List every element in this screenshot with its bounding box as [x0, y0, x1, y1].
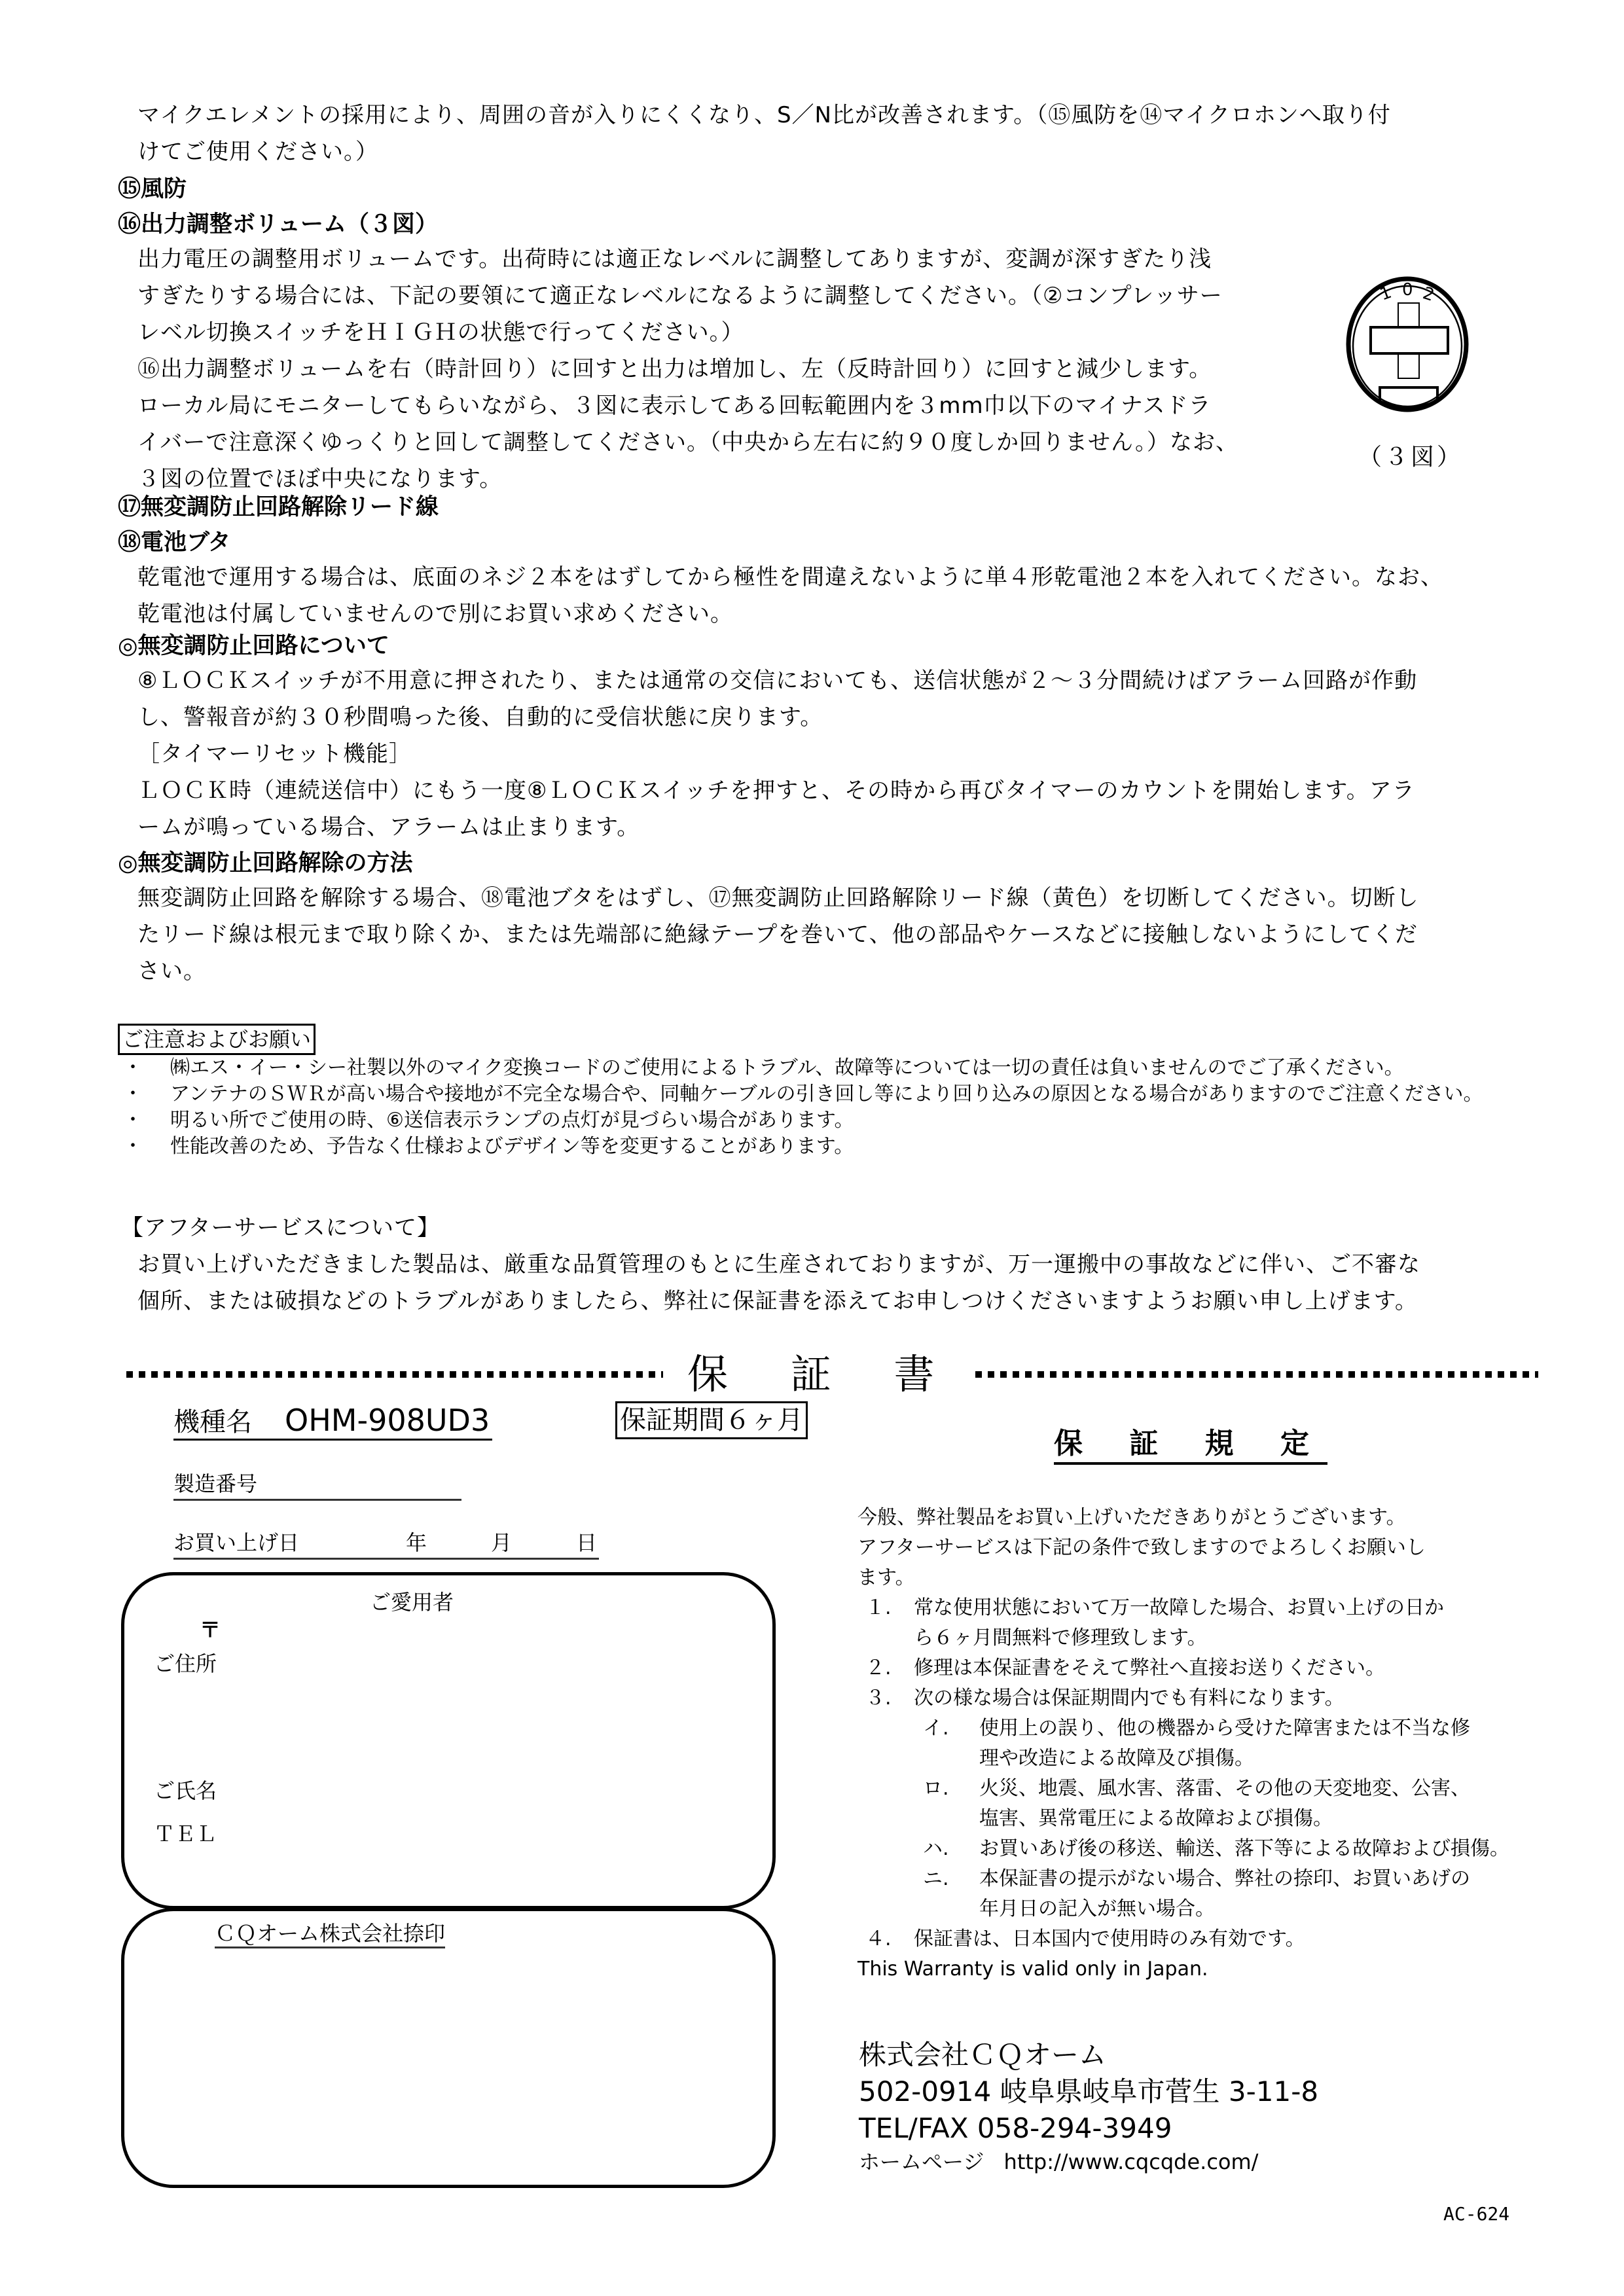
- company-stamp-box: [121, 1908, 776, 2188]
- text-line: すぎたりする場合には、下記の要領にて適正なレベルになるように調整してください。（②コンプレッサー: [137, 283, 1223, 309]
- knob-tab: [1380, 387, 1437, 401]
- user-box-title: ご愛用者: [370, 1590, 454, 1615]
- text-line: さい。: [137, 958, 206, 984]
- text-line: けてご使用ください。）: [137, 139, 378, 165]
- section-heading-windscreen: ⑮風防: [118, 176, 187, 202]
- model-field: [173, 1404, 492, 1441]
- intro-paragraph: [137, 97, 1545, 170]
- battery-paragraph: [137, 559, 1545, 632]
- homepage-link[interactable]: http://www.cqcqde.com/: [1003, 2149, 1259, 2174]
- english-notice: This Warranty is valid only in Japan.: [857, 1958, 1208, 1981]
- scale-label: 2: [1420, 283, 1437, 306]
- anti-modulation-paragraph: [137, 662, 1545, 846]
- rule-item: ４. 保証書は、日本国内で使用時のみ有効です。: [865, 1928, 1305, 1950]
- list-item: ・ 明るい所でご使用の時、⑥送信表示ランプの点灯が見づらい場合があります。: [118, 1107, 1545, 1134]
- list-item: ・ アンテナのＳＷＲが高い場合や接地が不完全な場合や、同軸ケーブルの引き回し等により回り込みの原因となる場合がありますのでご注意ください。: [118, 1081, 1545, 1107]
- text-line: お買い上げいただきました製品は、厳重な品質管理のもとに生産されておりますが、万一運搬中の事故などに伴い、ご不審な: [137, 1251, 1420, 1278]
- bullet: ・: [123, 1056, 143, 1079]
- rule-subitem: ニ. 本保証書の提示がない場合、弊社の捺印、お買いあげの 年月日の記入が無い場合。: [923, 1867, 1470, 1920]
- text-line: マイクエレメントの採用により、周囲の音が入りにくくなり、S／N比が改善されます。（⑮風防を⑭マイクロホンへ取り付: [137, 102, 1391, 128]
- text-line: 乾電池は付属していませんので別にお買い求めください。: [137, 601, 733, 627]
- bullet: ・: [123, 1135, 143, 1158]
- scale-label: 0: [1402, 280, 1413, 300]
- stamp-box-title: ＣＱオーム株式会社捺印: [215, 1920, 445, 1948]
- text-line: し、警報音が約３０秒間鳴った後、自動的に受信状態に戻ります。: [137, 704, 823, 730]
- warranty-rules-title: 保 証 規 定: [1054, 1426, 1327, 1465]
- warranty-title: 保 証 書: [687, 1350, 960, 1398]
- after-service-title: 【アフターサービスについて】: [121, 1215, 440, 1241]
- text-line: ⑯出力調整ボリュームを右（時計回り）に回すと出力は増加し、左（反時計回り）に回すと減少します。: [137, 356, 1212, 382]
- dotted-rule-left: [126, 1371, 663, 1378]
- purchase-date-label: お買い上げ日: [173, 1530, 300, 1555]
- release-method-paragraph: [137, 880, 1545, 990]
- company-homepage: [859, 2147, 1318, 2177]
- text-line: 乾電池で運用する場合は、底面のネジ２本をはずしてから極性を間違えないように単４形乾電池２本を入れてください。なお、: [137, 564, 1443, 590]
- purchase-date-field[interactable]: [173, 1528, 599, 1560]
- day-label: 日: [576, 1530, 598, 1555]
- rule-item: ３. 次の様な場合は保証期間内でも有料になります。: [865, 1687, 1344, 1710]
- bullet: ・: [123, 1083, 143, 1105]
- section-heading-battery-cover: ⑱電池ブタ: [118, 529, 231, 556]
- text-line: ３図の位置でほぼ中央になります。: [137, 466, 503, 492]
- text-line: 無変調防止回路を解除する場合、⑱電池ブタをはずし、⑰無変調防止回路解除リード線（黄色）を切断してください。切断し: [137, 885, 1419, 911]
- section-heading-anti-modulation: ◎無変調防止回路について: [118, 633, 389, 659]
- list-item: ・ 性能改善のため、予告なく仕様およびデザイン等を変更することがあります。: [118, 1134, 1545, 1160]
- text-line: ローカル局にモニターしてもらいながら、３図に表示してある回転範囲内を３mm巾以下のマイナスドラ: [137, 393, 1212, 419]
- subheading-timer-reset: ［タイマーリセット機能］: [137, 741, 412, 767]
- rule-subitem: イ. 使用上の誤り、他の機器から受けた障害または不当な修 理や改造による故障及び損傷。: [923, 1717, 1470, 1770]
- warranty-rules: [857, 1503, 1545, 1984]
- rule-item: ２. 修理は本保証書をそえて弊社へ直接お送りください。: [865, 1657, 1385, 1679]
- figure-3-caption: （３図）: [1358, 444, 1464, 471]
- company-info: [859, 2037, 1318, 2177]
- serial-number-field[interactable]: [173, 1469, 461, 1501]
- list-item: ・ ㈱エス・イー・シー社製以外のマイク変換コードのご使用によるトラブル、故障等については一切の責任は負いませんのでご了承ください。: [118, 1055, 1545, 1081]
- section-heading-output-volume: ⑯出力調整ボリューム（３図）: [118, 211, 438, 238]
- tel-label: ＴＥＬ: [154, 1821, 217, 1846]
- section-heading-lead-wire: ⑰無変調防止回路解除リード線: [118, 494, 439, 520]
- month-label: 月: [491, 1530, 513, 1555]
- homepage-label: ホームページ: [859, 2149, 984, 2174]
- text-line: ます。: [857, 1566, 915, 1589]
- serial-number-label: 製造番号: [173, 1471, 258, 1496]
- text-line: ームが鳴っている場合、アラームは止まります。: [137, 814, 640, 840]
- model-label: 機種名: [173, 1407, 252, 1437]
- document-code: AC-624: [1443, 2203, 1510, 2225]
- after-service-paragraph: [137, 1246, 1545, 1319]
- bullet: ・: [123, 1109, 143, 1132]
- text-line: 今般、弊社製品をお買い上げいただきありがとうございます。: [857, 1506, 1406, 1529]
- text-line: ⑧ＬＯＣＫスイッチが不用意に押されたり、または通常の交信においても、送信状態が２～３分間続けばアラーム回路が作動: [137, 668, 1418, 694]
- model-name: OHM-908UD3: [285, 1403, 490, 1438]
- year-label: 年: [406, 1530, 427, 1555]
- address-label: ご住所: [154, 1651, 217, 1676]
- rule-subitem: ハ. お買いあげ後の移送、輸送、落下等による故障および損傷。: [923, 1837, 1509, 1860]
- knob-slot-horizontal: [1371, 327, 1448, 353]
- scale-label: 1: [1377, 282, 1394, 305]
- company-telfax: TEL/FAX 058-294-3949: [859, 2112, 1172, 2144]
- user-info-box[interactable]: [121, 1572, 776, 1909]
- text-line: ＬＯＣＫ時（連続送信中）にもう一度⑧ＬＯＣＫスイッチを押すと、その時から再びタイマーのカウントを開始します。アラ: [137, 778, 1415, 804]
- rule-subitem: ロ. 火災、地震、風水害、落雷、その他の天変地変、公害、 塩害、異常電圧による故障および損傷。: [923, 1777, 1470, 1830]
- text-line: アフターサービスは下記の条件で致しますのでよろしくお願いし: [857, 1536, 1426, 1559]
- warranty-period-badge: 保証期間６ヶ月: [615, 1401, 808, 1439]
- postal-mark-icon: 〒: [200, 1617, 221, 1642]
- section-heading-release-method: ◎無変調防止回路解除の方法: [118, 850, 413, 876]
- text-line: たリード線は根元まで取り除くか、または先端部に絶縁テープを巻いて、他の部品やケースなどに接触しないようにしてくだ: [137, 922, 1418, 948]
- notes-list: [118, 1055, 1545, 1160]
- text-line: イバーで注意深くゆっくりと回して調整してください。（中央から左右に約９０度しか回りません。）なお、: [137, 429, 1239, 456]
- company-address: 502-0914 岐阜県岐阜市菅生 3-11-8: [859, 2075, 1319, 2108]
- figure-3-volume-knob: [1342, 259, 1473, 435]
- text-line: レベル切換スイッチをＨＩＧＨの状態で行ってください。）: [137, 319, 744, 346]
- model-row: [173, 1404, 492, 1441]
- dotted-rule-right: [975, 1371, 1538, 1378]
- rule-item: １. 常な使用状態において万一故障した場合、お買い上げの日か ら６ヶ月間無料で修理致します。: [865, 1596, 1444, 1649]
- company-name: 株式会社ＣＱオーム: [859, 2039, 1107, 2071]
- notes-title: ご注意およびお願い: [118, 1024, 316, 1055]
- name-label: ご氏名: [154, 1778, 217, 1803]
- output-volume-paragraph: [137, 241, 1316, 497]
- text-line: 出力電圧の調整用ボリュームです。出荷時には適正なレベルに調整してありますが、変調が深すぎたり浅: [137, 246, 1212, 272]
- text-line: 個所、または破損などのトラブルがありましたら、弊社に保証書を添えてお申しつけくださいますようお願い申し上げます。: [137, 1288, 1418, 1314]
